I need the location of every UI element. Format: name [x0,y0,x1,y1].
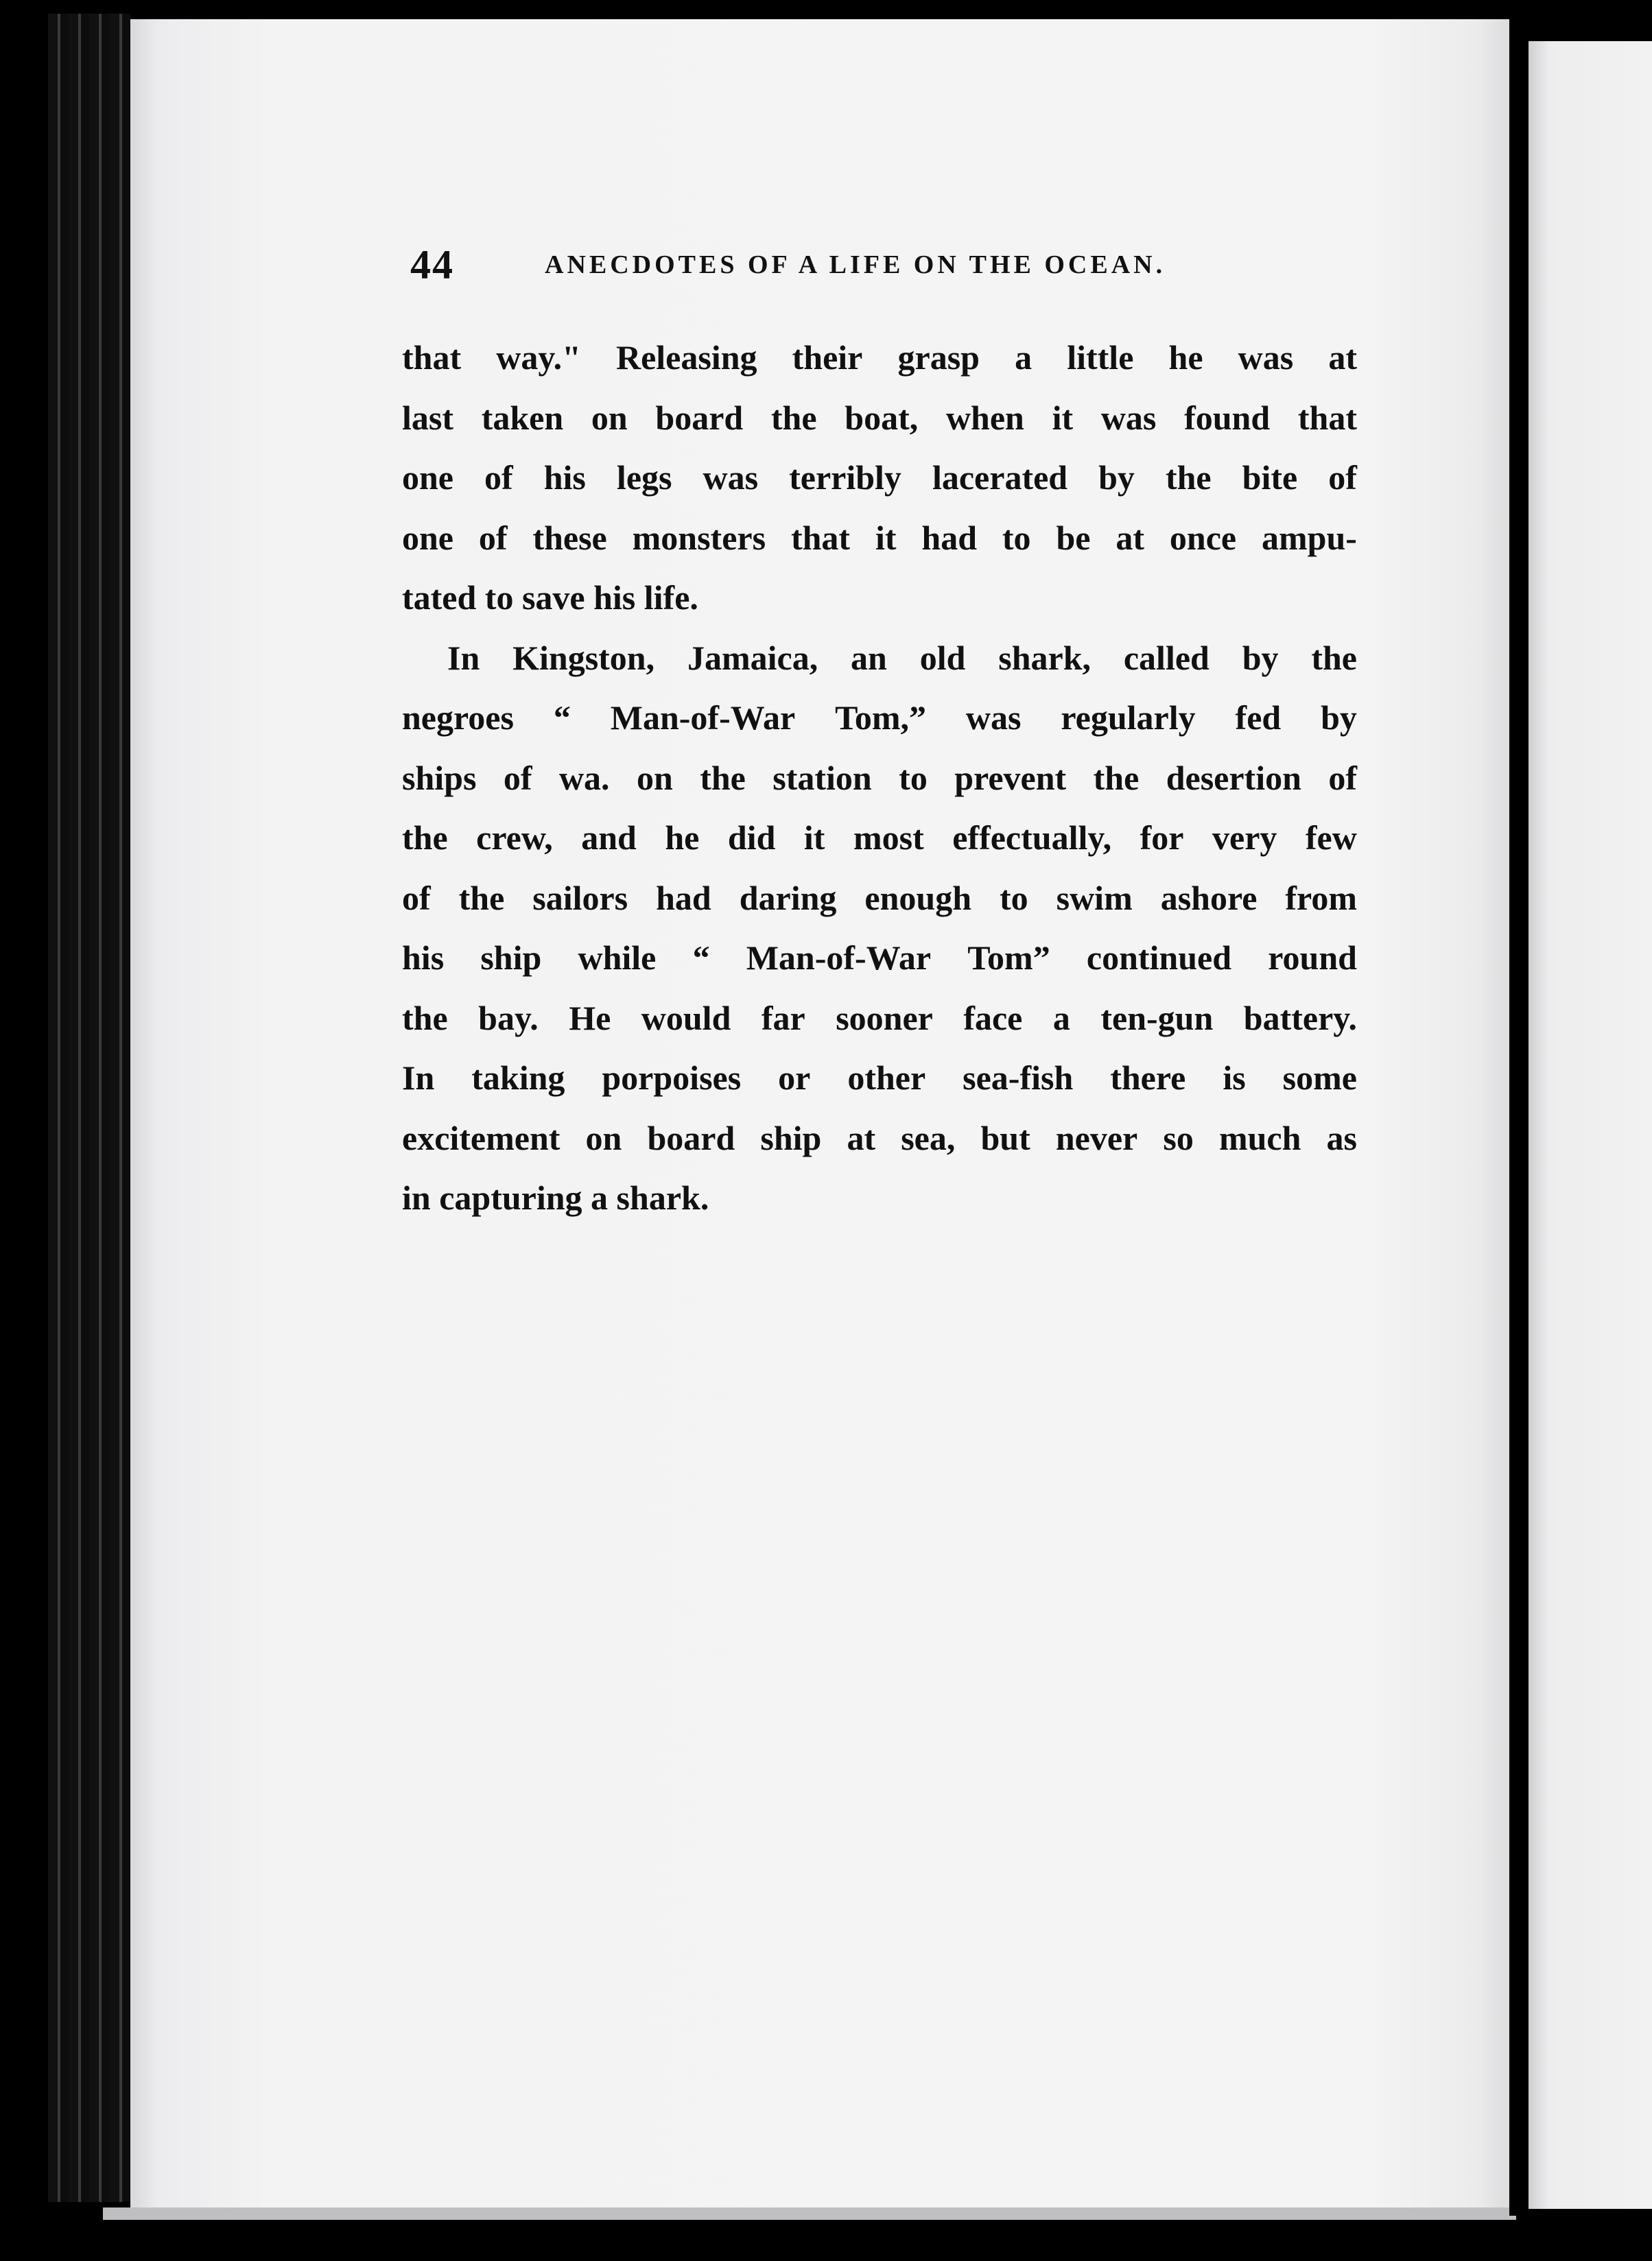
book-binding [48,14,130,2202]
text-line: of the sailors had daring enough to swim ashore from [402,878,1357,917]
text-line: the bay. He would far sooner face a ten-gun battery. [402,998,1357,1037]
text-line: one of these monsters that it had to be at once ampu- [402,518,1357,557]
body-text [402,328,1357,1229]
adjacent-page [1529,41,1652,2209]
paragraph [402,328,1357,628]
page-edge [103,2207,1516,2220]
text-line: excitement on board ship at sea, but never so much as [402,1118,1357,1157]
text-line: ships of wa. on the station to prevent the desertion of [402,758,1357,797]
running-title: ANECDOTES OF A LIFE ON THE OCEAN. [545,250,1166,279]
paragraph [402,628,1357,1229]
text-line: last taken on board the boat, when it was found that [402,398,1357,437]
text-line: In Kingston, Jamaica, an old shark, called by the [447,638,1357,677]
page-gutter [1509,27,1529,2216]
text-line: In taking porpoises or other sea-fish there is some [402,1058,1357,1097]
text-line: one of his legs was terribly lacerated by the bite of [402,458,1357,497]
text-line: negroes “ Man-of-War Tom,” was regularly fed by [402,698,1357,737]
text-line: tated to save his life. [402,578,698,617]
text-line: that way." Releasing their grasp a little he was at [402,338,1357,377]
text-line: in capturing a shark. [402,1179,709,1217]
running-head [410,241,1357,289]
page-number: 44 [410,242,454,287]
text-line: his ship while “ Man-of-War Tom” continued round [402,938,1357,977]
text-line: the crew, and he did it most effectually, for very few [402,818,1357,857]
